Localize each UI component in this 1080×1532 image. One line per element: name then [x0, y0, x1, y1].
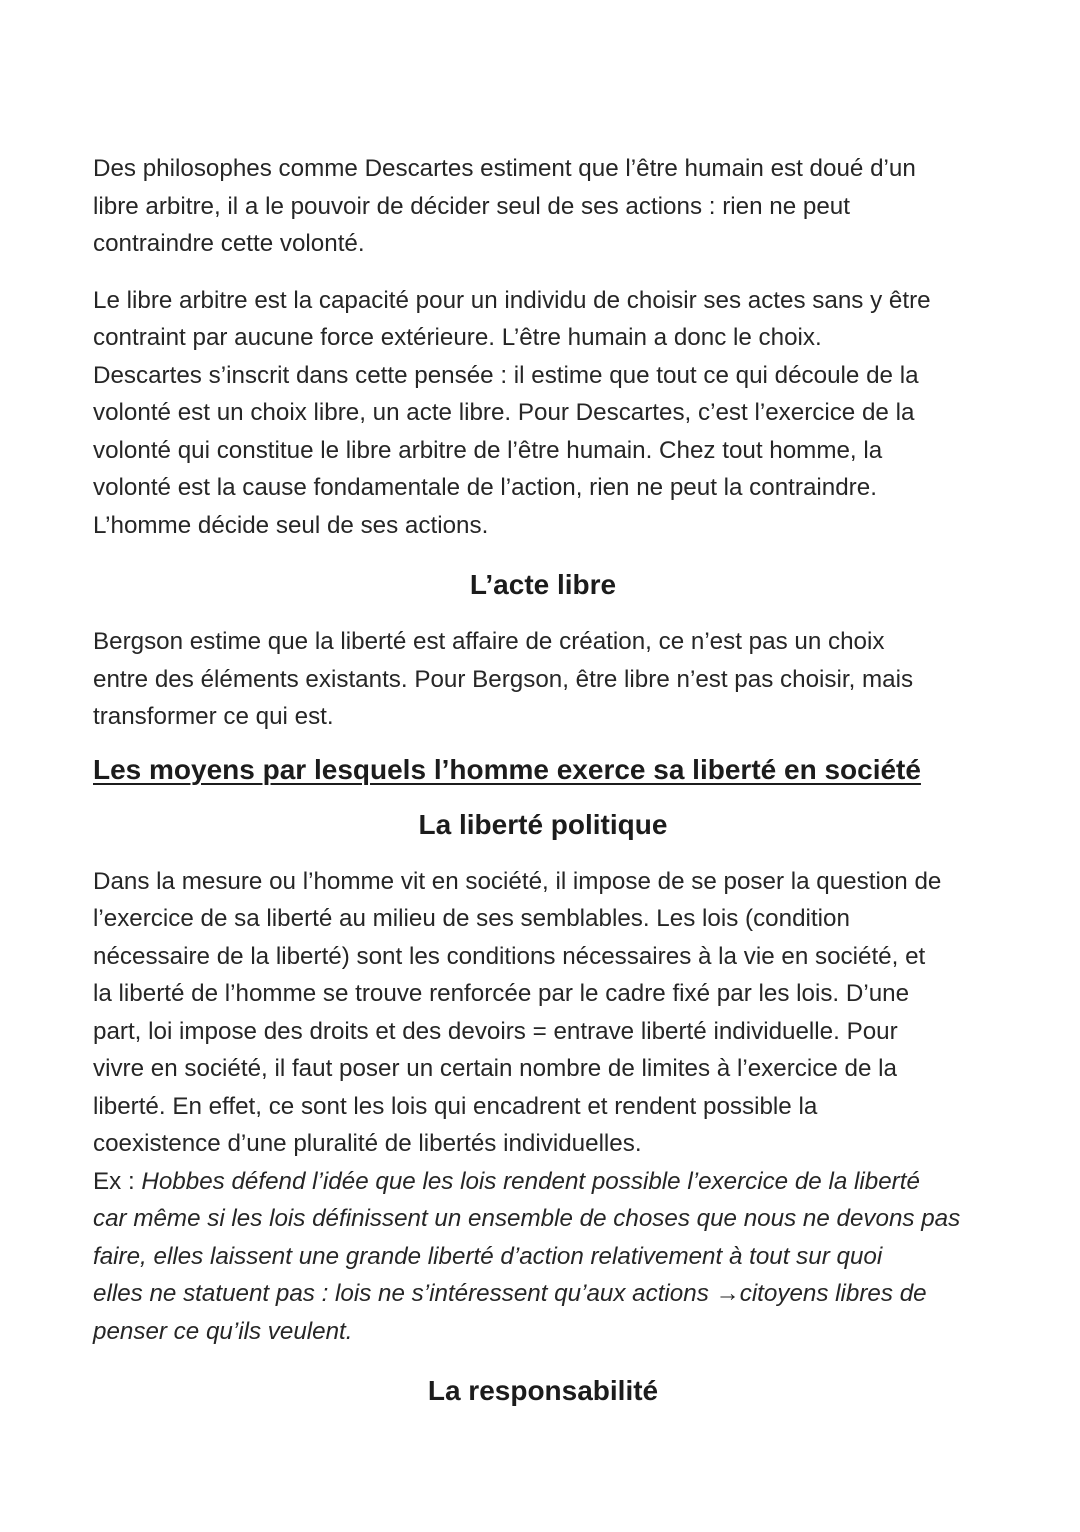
paragraph-bergson: Bergson estime que la liberté est affaire de création, ce n’est pas un choix entre des éléments existants. Pour Bergson, être libre n’est pas choisir, mais transformer ce qui est.	[93, 628, 914, 730]
paragraph-libre-arbitre: Le libre arbitre est la capacité pour un individu de choisir ses actes sans y être contraint par aucune force extérieure. L’être humain a donc le choix. Descartes s’inscrit dans cette pensée : il estime que tout ce qui découle de la volonté est un choix libre, un acte libre. Pour Descartes, c’est l’exercice de la volonté qui constitue le libre arbitre de l’être humain. Chez tout homme, la volonté est la cause fondamentale de l’action, rien ne peut la contraindre. L’homme décide seul de ses actions.	[93, 286, 931, 539]
paragraph-descartes-intro: Des philosophes comme Descartes estiment que l’être humain est doué d’un libre arbitre, il a le pouvoir de décider seul de ses actions : rien ne peut contraindre cette volonté.	[93, 155, 916, 257]
example-text: Hobbes défend l’idée que les lois rendent possible l’exercice de la liberté car même si les lois définissent un ensemble de choses que nous ne devons pas faire, elles laissent une grande liberté d’action relativement à tout sur quoi elles ne statuent pas : lois ne s’intéressent qu’aux actions	[93, 1167, 961, 1307]
example-text-after: citoyens libres de penser ce qu’ils veulent.	[93, 1280, 927, 1345]
example-hobbes	[93, 1163, 993, 1351]
arrow-right-icon: →	[715, 1280, 740, 1307]
paragraph-liberte-politique: Dans la mesure ou l’homme vit en société, il impose de se poser la question de l’exercice de sa liberté au milieu de ses semblables. Les lois (condition nécessaire de la liberté) sont les conditions nécessaires à la vie en société, et la liberté de l’homme se trouve renforcée par le cadre fixé par les lois. D’une part, loi impose des droits et des devoirs = entrave liberté individuelle. Pour vivre en société, il faut poser un certain nombre de limites à l’exercice de la liberté. En effet, ce sont les lois qui encadrent et rendent possible la coexistence d’une pluralité de libertés individuelles.	[93, 867, 942, 1157]
section-title-moyens: Les moyens par lesquels l’homme exerce sa liberté en société	[93, 753, 921, 785]
heading-liberte-politique: La liberté politique	[418, 808, 668, 840]
document-body	[93, 150, 993, 1411]
heading-acte-libre: L’acte libre	[469, 569, 617, 600]
heading-responsabilite: La responsabilité	[427, 1375, 659, 1406]
example-label: Ex :	[93, 1167, 135, 1195]
